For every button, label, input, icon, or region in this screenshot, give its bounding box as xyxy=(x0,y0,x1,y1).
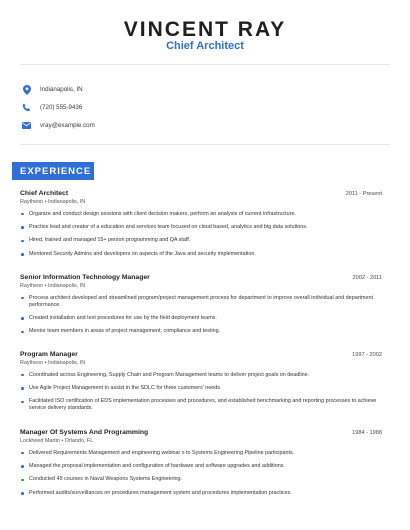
job-title: Program Manager xyxy=(20,351,78,358)
experience-section-header: EXPERIENCE xyxy=(12,162,94,180)
bullet-item: Mentor team members in areas of project management, compliance and testing. xyxy=(20,328,382,335)
location-text: Indianapolis, IN xyxy=(40,86,83,93)
job-entry xyxy=(20,190,382,264)
job-title: Manager Of Systems And Programming xyxy=(20,429,149,436)
contact-email xyxy=(22,121,95,130)
job-dates: 1997 - 2002 xyxy=(352,352,382,358)
candidate-name: VINCENT RAY xyxy=(123,18,287,41)
job-company-location: Raytheon • Indianapolis, IN xyxy=(20,359,86,366)
job-dates: 2002 - 2011 xyxy=(352,275,382,281)
job-bullets xyxy=(20,372,382,413)
bullet-item: Conducted 45 courses in Naval Weapons Systems Engineering. xyxy=(20,476,382,483)
bullet-item: Facilitated ISO certification of EDS implementation processes and procedures, and established benchmarking and reporting processes to achieve service delivery standards. xyxy=(20,398,382,412)
bullet-item: Organize and conduct design sessions with client decision makers, perform an analysis of current infrastructure. xyxy=(20,211,382,218)
job-title: Senior Information Technology Manager xyxy=(20,274,150,281)
bullet-item: Managed the proposal implementation and configuration of hardware and software upgrades and additions. xyxy=(20,463,382,470)
bullet-item: Use Agile Project Management to assist in the SDLC for three customers' needs. xyxy=(20,385,382,392)
bullet-item: Coordinated across Engineering, Supply Chain and Program Management teams to deliver project goals on deadline. xyxy=(20,372,382,379)
header-divider xyxy=(20,64,390,65)
job-entry xyxy=(20,351,382,419)
bullet-item: Practice lead and creator of a education and services team focused on cloud based, analytics and big data solutions. xyxy=(20,224,382,231)
bullet-item: Delivered Requirements Management and engineering webinar s to Systems Engineering Pipeline participants. xyxy=(20,450,382,457)
job-company-location: Raytheon • Indianapolis, IN xyxy=(20,282,86,289)
email-link[interactable]: vray@example.com xyxy=(40,122,95,129)
contact-phone xyxy=(22,103,82,112)
location-pin-icon xyxy=(22,85,31,94)
candidate-title: Chief Architect xyxy=(166,40,244,52)
bullet-item: Process architect developed and streamlined program/project management process for department to improve overall individual and department performance. xyxy=(20,295,382,309)
job-bullets xyxy=(20,295,382,336)
job-entry xyxy=(20,274,382,342)
job-bullets xyxy=(20,450,382,497)
job-entry xyxy=(20,429,382,503)
job-dates: 1984 - 1988 xyxy=(352,430,382,436)
job-title: Chief Architect xyxy=(20,190,69,197)
bullet-item: Created installation and test procedures for use by the field deployment teams. xyxy=(20,315,382,322)
contact-location xyxy=(22,85,83,94)
email-icon xyxy=(22,121,31,130)
job-dates: 2011 - Present xyxy=(345,191,382,197)
job-company-location: Raytheon • Indianapolis, IN xyxy=(20,198,86,205)
phone-icon xyxy=(22,103,31,112)
bullet-item: Mentored Security Admins and developers on aspects of the Java and security implementation. xyxy=(20,251,382,258)
phone-text[interactable]: (720) 555-9436 xyxy=(40,104,83,111)
job-bullets xyxy=(20,211,382,258)
bullet-item: Performed audits/surveillances on procedures management system and procedures implementation practices. xyxy=(20,490,382,497)
job-company-location: Lockheed Martin • Orlando, FL xyxy=(20,437,94,444)
contact-divider xyxy=(20,144,390,145)
bullet-item: Hired, trained and managed 15+ person programming and QA staff. xyxy=(20,237,382,244)
